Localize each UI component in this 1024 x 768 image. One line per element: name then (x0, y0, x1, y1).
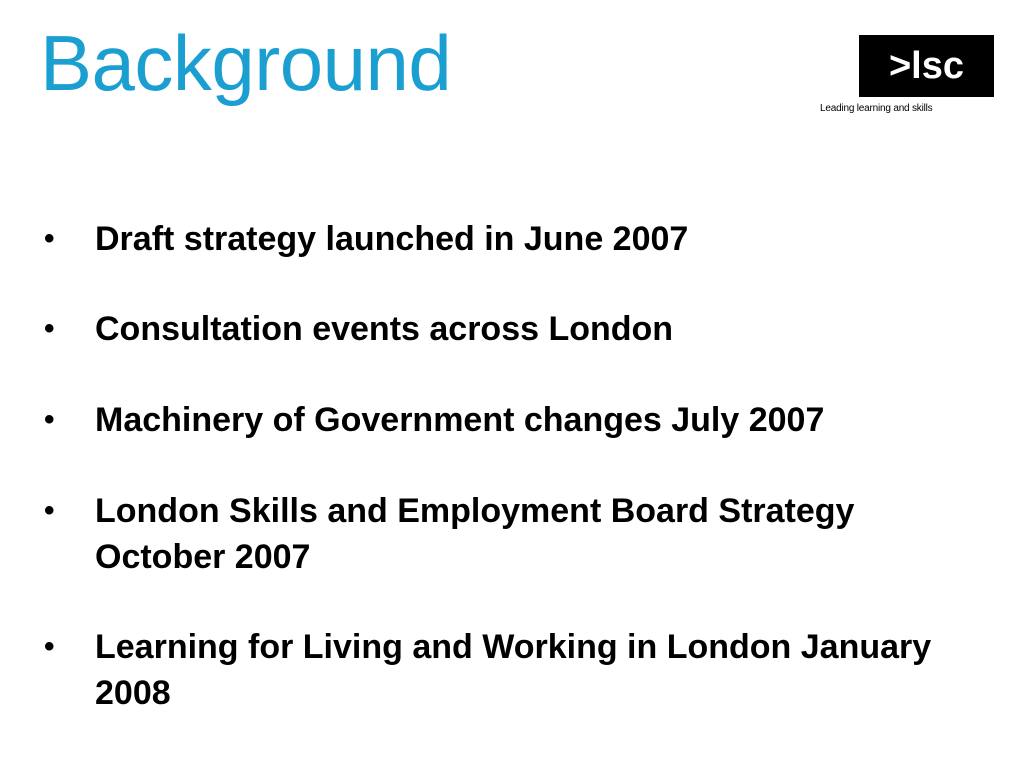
lsc-logo (818, 35, 998, 120)
bullet-icon: • (44, 222, 55, 255)
logo-mark: >lsc (859, 35, 994, 97)
bullet-text: Learning for Living and Working in London January 2008 (95, 628, 932, 712)
bullet-icon: • (44, 403, 55, 436)
bullet-text: Machinery of Government changes July 2007 (95, 401, 825, 439)
slide-title: Background (40, 19, 452, 107)
bullet-icon: • (44, 312, 55, 345)
bullet-text: London Skills and Employment Board Strategy October 2007 (95, 492, 855, 576)
bullet-icon: • (44, 630, 55, 663)
logo-tagline: Leading learning and skills (820, 103, 933, 114)
bullet-icon: • (44, 494, 55, 527)
bullet-text: Consultation events across London (95, 310, 674, 348)
bullet-text: Draft strategy launched in June 2007 (95, 220, 689, 258)
